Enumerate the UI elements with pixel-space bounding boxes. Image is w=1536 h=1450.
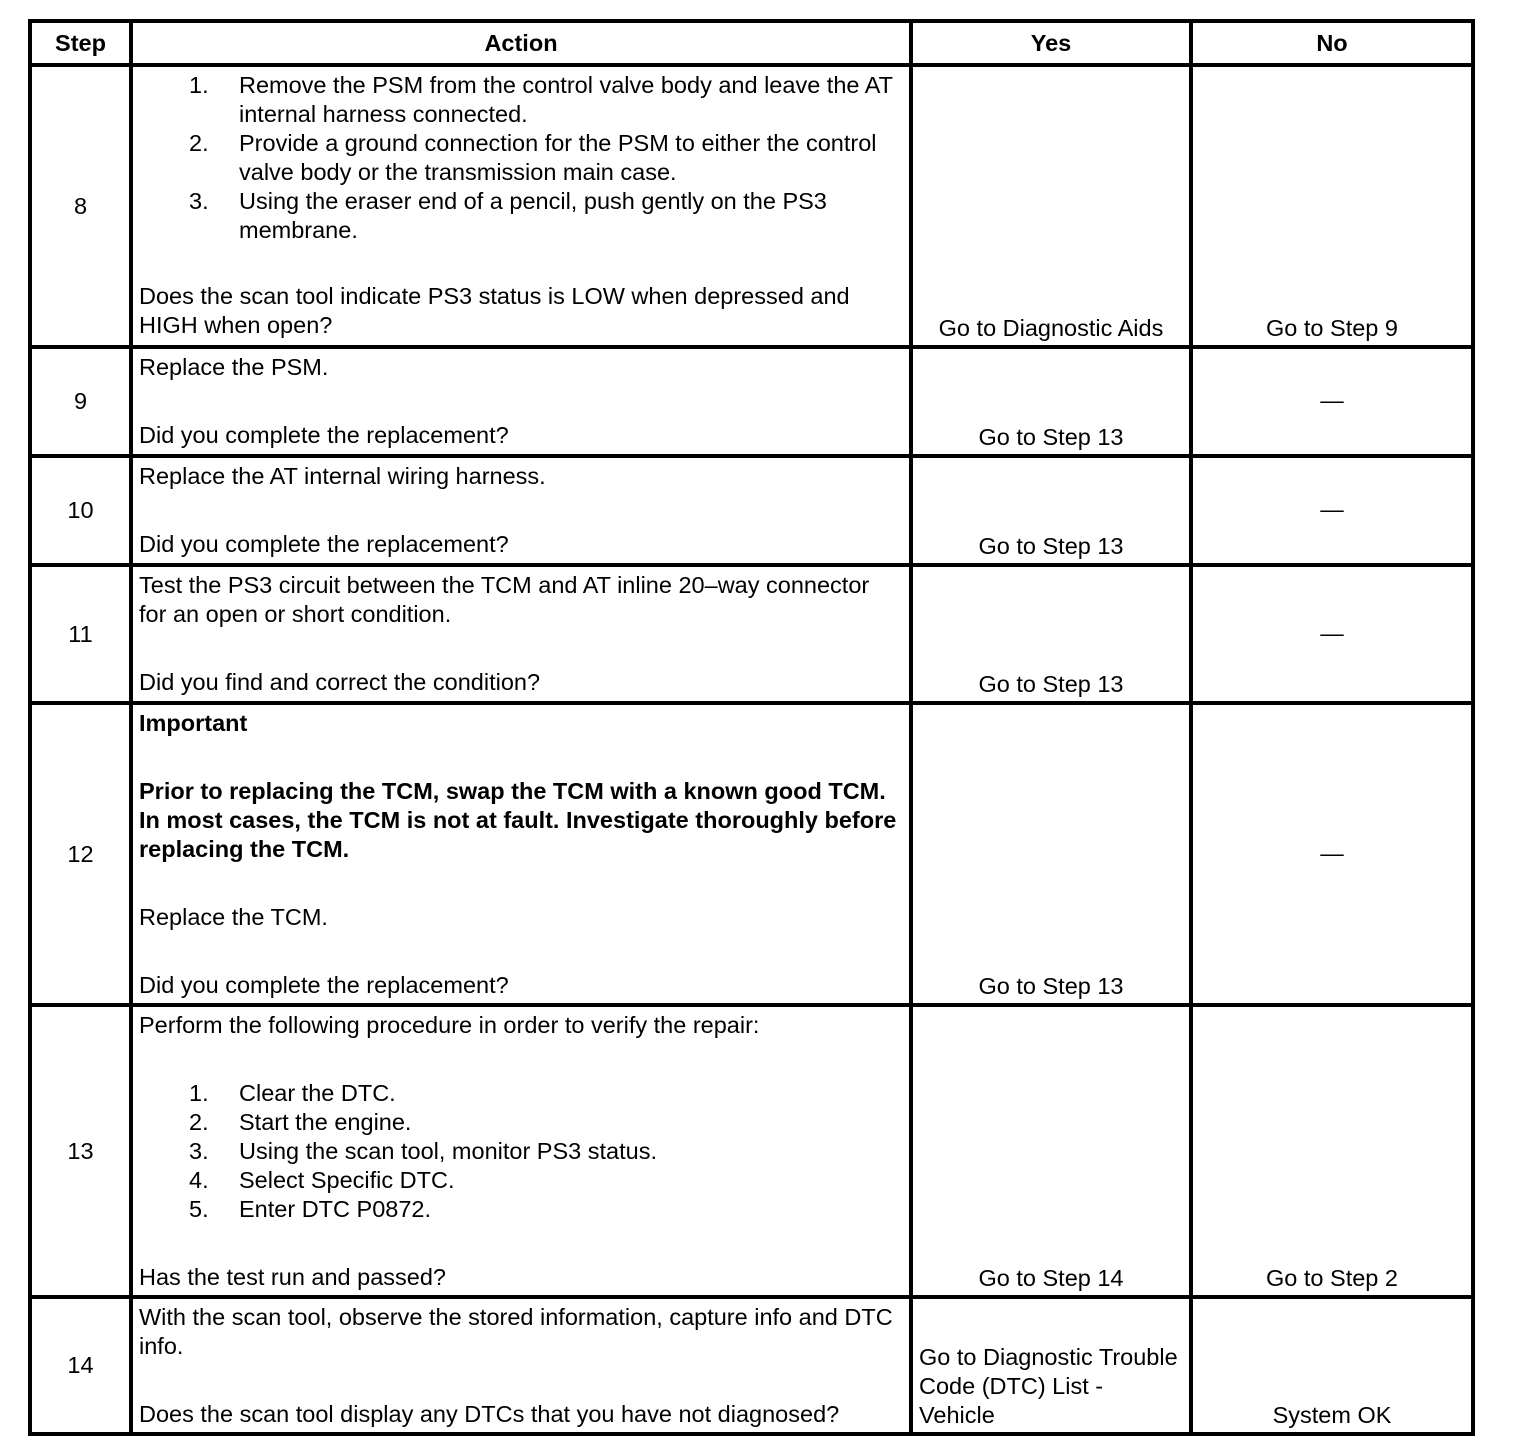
header-no: No xyxy=(1191,21,1473,65)
action-cell xyxy=(131,703,911,1005)
table-row xyxy=(30,1297,1473,1434)
action-text: Test the PS3 circuit between the TCM and AT inline 20–way connector for an open or short condition. xyxy=(139,572,870,627)
step-number: 8 xyxy=(30,65,131,347)
list-item: 3. Using the scan tool, monitor PS3 status. xyxy=(189,1138,657,1164)
list-item: 4. Select Specific DTC. xyxy=(189,1167,455,1193)
table-row xyxy=(30,456,1473,565)
header-action: Action xyxy=(131,21,911,65)
table-row xyxy=(30,347,1473,456)
header-step: Step xyxy=(30,21,131,65)
list-item: 3. Using the eraser end of a pencil, push gently on the PS3 membrane. xyxy=(189,188,827,243)
action-cell xyxy=(131,565,911,703)
table-row xyxy=(30,65,1473,347)
action-text: Replace the TCM. xyxy=(139,904,328,930)
list-item: 1. Remove the PSM from the control valve body and leave the AT internal harness connected. xyxy=(189,72,893,127)
table-row xyxy=(30,565,1473,703)
diagnostic-table-container xyxy=(28,19,1471,1432)
action-cell xyxy=(131,456,911,565)
no-cell: — xyxy=(1191,565,1473,703)
step-number: 10 xyxy=(30,456,131,565)
question-text: Did you complete the replacement? xyxy=(139,422,509,448)
action-cell xyxy=(131,347,911,456)
yes-cell: Go to Step 13 xyxy=(911,565,1191,703)
step-number: 14 xyxy=(30,1297,131,1434)
procedure-list xyxy=(139,1079,903,1224)
no-cell: — xyxy=(1191,703,1473,1005)
action-text: Perform the following procedure in order to verify the repair: xyxy=(139,1012,760,1038)
step-number: 11 xyxy=(30,565,131,703)
important-note: Prior to replacing the TCM, swap the TCM with a known good TCM. In most cases, the TCM is not at fault. Investigate thoroughly before replacing the TCM. xyxy=(139,778,897,862)
step-number: 13 xyxy=(30,1005,131,1297)
yes-cell: Go to Diagnostic Aids xyxy=(911,65,1191,347)
question-text: Does the scan tool indicate PS3 status is LOW when depressed and HIGH when open? xyxy=(139,283,850,338)
yes-cell: Go to Step 13 xyxy=(911,347,1191,456)
yes-cell: Go to Step 14 xyxy=(911,1005,1191,1297)
yes-cell: Go to Step 13 xyxy=(911,703,1191,1005)
important-heading: Important xyxy=(139,710,248,736)
no-cell: — xyxy=(1191,347,1473,456)
action-cell xyxy=(131,1005,911,1297)
step-number: 12 xyxy=(30,703,131,1005)
list-item: 2. Start the engine. xyxy=(189,1109,412,1135)
diagnostic-table xyxy=(28,19,1475,1436)
no-cell: Go to Step 9 xyxy=(1191,65,1473,347)
procedure-list xyxy=(139,71,903,245)
question-text: Did you complete the replacement? xyxy=(139,972,509,998)
header-yes: Yes xyxy=(911,21,1191,65)
yes-cell: Go to Step 13 xyxy=(911,456,1191,565)
no-cell: — xyxy=(1191,456,1473,565)
question-text: Has the test run and passed? xyxy=(139,1264,447,1290)
no-cell: Go to Step 2 xyxy=(1191,1005,1473,1297)
table-row xyxy=(30,703,1473,1005)
header-row xyxy=(30,21,1473,65)
step-number: 9 xyxy=(30,347,131,456)
no-cell: System OK xyxy=(1191,1297,1473,1434)
action-text: With the scan tool, observe the stored information, capture info and DTC info. xyxy=(139,1304,893,1359)
list-item: 1. Clear the DTC. xyxy=(189,1080,396,1106)
action-cell xyxy=(131,65,911,347)
question-text: Did you find and correct the condition? xyxy=(139,669,541,695)
list-item: 5. Enter DTC P0872. xyxy=(189,1196,432,1222)
question-text: Did you complete the replacement? xyxy=(139,531,509,557)
question-text: Does the scan tool display any DTCs that you have not diagnosed? xyxy=(139,1401,840,1427)
list-item: 2. Provide a ground connection for the PSM to either the control valve body or the transmission main case. xyxy=(189,130,877,185)
action-cell xyxy=(131,1297,911,1434)
yes-cell: Go to Diagnostic Trouble Code (DTC) List - Vehicle xyxy=(911,1297,1191,1434)
action-text: Replace the PSM. xyxy=(139,354,329,380)
table-row xyxy=(30,1005,1473,1297)
action-text: Replace the AT internal wiring harness. xyxy=(139,463,546,489)
